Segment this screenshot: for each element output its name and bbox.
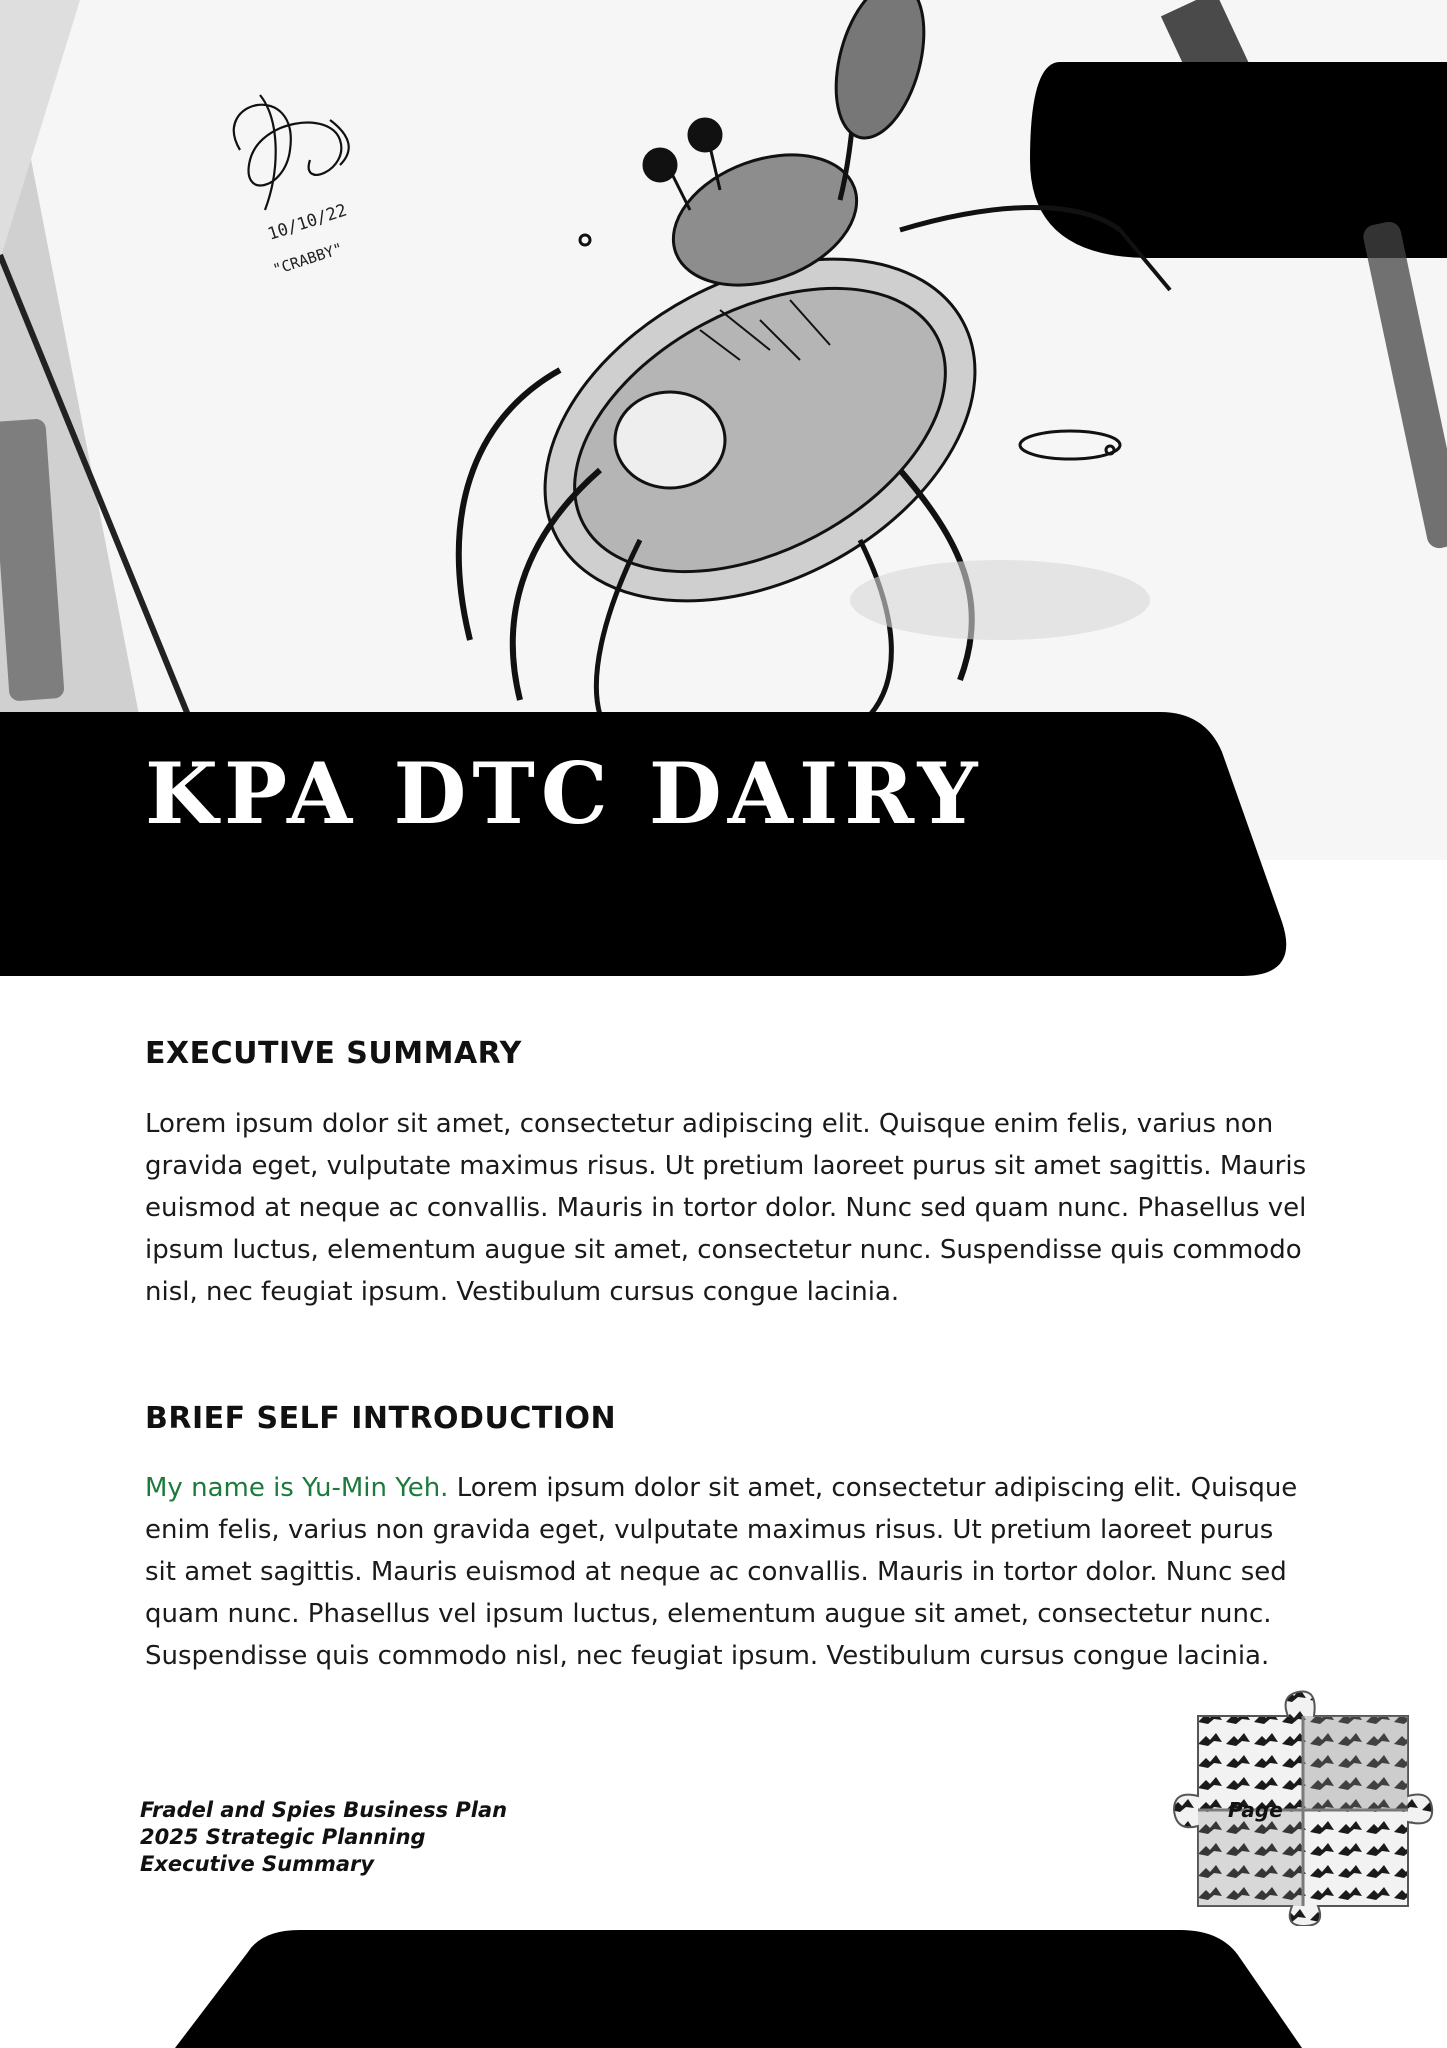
self-introduction-text: Lorem ipsum dolor sit amet, consectetur adipiscing elit. Quisque enim felis, varius non gravida eget, vulputate maximus risus. Ut pretium laoreet purus sit amet sagittis. Mauris euismod at neque ac convallis. Mauris in tortor dolor. Nunc sed quam nunc. Phasellus vel ipsum luctus, elementum augue sit amet, consectetur nunc. Suspendisse quis commodo nisl, nec feugiat ipsum. Vestibulum cursus congue lacinia. [145, 1473, 1298, 1671]
self-introduction-name: My name is Yu-Min Yeh. [145, 1473, 449, 1503]
self-introduction-heading: BRIEF SELF INTRODUCTION [145, 1401, 617, 1436]
document-title: KPA DTC DAIRY [145, 744, 984, 843]
footer-line-plan: Fradel and Spies Business Plan [140, 1798, 508, 1822]
self-introduction-body [145, 1467, 1310, 1677]
sketch-name-note: "CRABBY" [270, 239, 345, 279]
footer-line-section: Executive Summary [140, 1852, 375, 1876]
puzzle-pattern-graphic [1168, 1686, 1447, 1926]
footer-line-year: 2025 Strategic Planning [140, 1825, 426, 1849]
executive-summary-heading: EXECUTIVE SUMMARY [145, 1036, 522, 1071]
bottom-band [0, 1928, 1447, 2048]
executive-summary-body: Lorem ipsum dolor sit amet, consectetur adipiscing elit. Quisque enim felis, varius non gravida eget, vulputate maximus risus. Ut pretium laoreet purus sit amet sagittis. Mauris euismod at neque ac convallis. Mauris in tortor dolor. Nunc sed quam nunc. Phasellus vel ipsum luctus, elementum augue sit amet, consectetur nunc. Suspendisse quis commodo nisl, nec feugiat ipsum. Vestibulum cursus congue lacinia. [145, 1109, 1307, 1307]
page-label: Page [1228, 1798, 1283, 1822]
footer-info [140, 1797, 507, 1878]
sketch-date-note: 10/10/22 [265, 200, 350, 245]
signature [234, 95, 349, 210]
